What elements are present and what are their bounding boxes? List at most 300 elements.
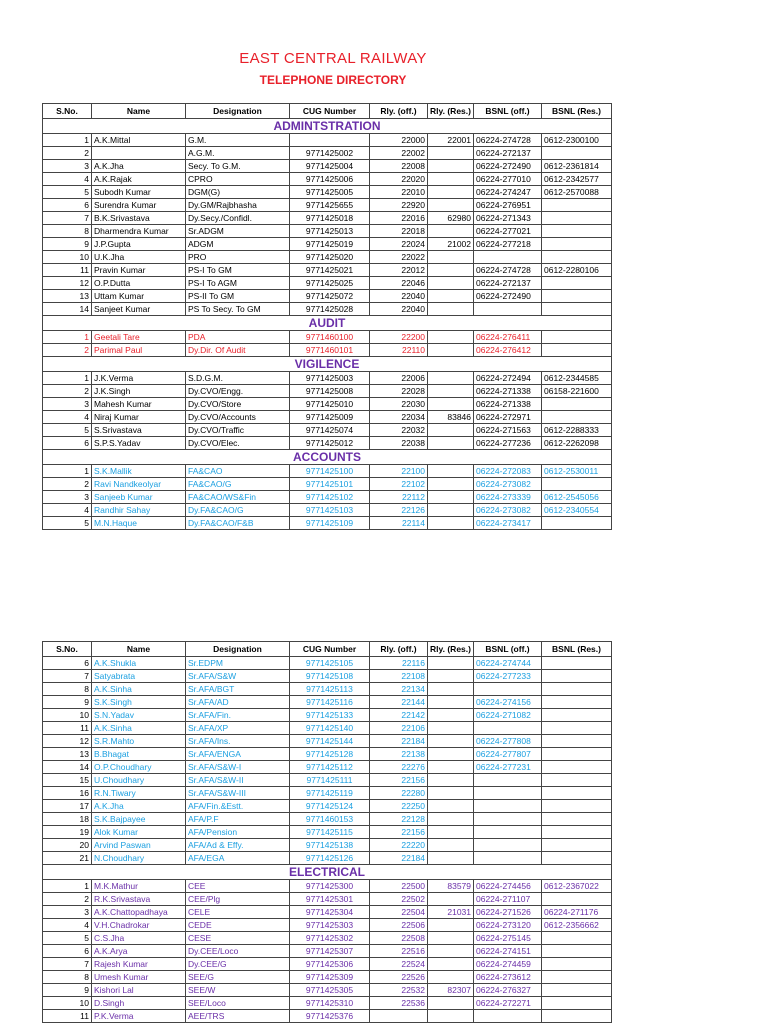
serial-cell: 2 <box>43 385 92 398</box>
bsnl-residence-cell <box>542 709 612 722</box>
table-header-row <box>43 104 612 119</box>
name-cell: N.Choudhary <box>92 852 186 865</box>
table-row <box>43 238 612 251</box>
rly-office-cell: 22046 <box>370 277 428 290</box>
cug-number-cell: 9771425306 <box>290 958 370 971</box>
designation-cell: Sr.AFA/S&W-I <box>186 761 290 774</box>
serial-cell: 15 <box>43 774 92 787</box>
bsnl-office-cell: 06224-276411 <box>474 331 542 344</box>
rly-office-cell: 22144 <box>370 696 428 709</box>
designation-cell: Sr.AFA/ENGA <box>186 748 290 761</box>
rly-office-cell: 22184 <box>370 735 428 748</box>
cug-number-cell: 9771425005 <box>290 186 370 199</box>
rly-residence-cell <box>428 826 474 839</box>
serial-cell: 8 <box>43 683 92 696</box>
table-row <box>43 147 612 160</box>
rly-office-cell: 22034 <box>370 411 428 424</box>
bsnl-office-cell: 06224-273082 <box>474 504 542 517</box>
table-row <box>43 657 612 670</box>
cug-number-cell: 9771460153 <box>290 813 370 826</box>
rly-residence-cell <box>428 398 474 411</box>
name-cell: A.K.Rajak <box>92 173 186 186</box>
bsnl-residence-cell <box>542 984 612 997</box>
rly-residence-cell <box>428 657 474 670</box>
rly-residence-cell <box>428 344 474 357</box>
rly-residence-cell: 83846 <box>428 411 474 424</box>
table-row <box>43 971 612 984</box>
bsnl-residence-cell <box>542 735 612 748</box>
serial-cell: 4 <box>43 411 92 424</box>
table-row <box>43 839 612 852</box>
name-cell: A.K.Shukla <box>92 657 186 670</box>
name-cell: S.Srivastava <box>92 424 186 437</box>
bsnl-office-cell: 06224-274456 <box>474 880 542 893</box>
name-cell: S.P.S.Yadav <box>92 437 186 450</box>
rly-office-cell: 22012 <box>370 264 428 277</box>
bsnl-residence-cell <box>542 225 612 238</box>
column-header: S.No. <box>43 642 92 657</box>
table-row <box>43 919 612 932</box>
serial-cell: 1 <box>43 331 92 344</box>
designation-cell: SEE/W <box>186 984 290 997</box>
designation-cell: CEDE <box>186 919 290 932</box>
rly-residence-cell <box>428 997 474 1010</box>
bsnl-residence-cell <box>542 852 612 865</box>
bsnl-residence-cell <box>542 478 612 491</box>
cug-number-cell: 9771425305 <box>290 984 370 997</box>
cug-number-cell: 9771425103 <box>290 504 370 517</box>
designation-cell: CELE <box>186 906 290 919</box>
serial-cell: 11 <box>43 1010 92 1023</box>
table-row <box>43 212 612 225</box>
table-row <box>43 303 612 316</box>
table-row <box>43 372 612 385</box>
bsnl-residence-cell <box>542 997 612 1010</box>
rly-office-cell: 22024 <box>370 238 428 251</box>
bsnl-office-cell: 06224-277807 <box>474 748 542 761</box>
column-header: BSNL (Res.) <box>542 642 612 657</box>
table-row <box>43 504 612 517</box>
serial-cell: 14 <box>43 303 92 316</box>
bsnl-residence-cell <box>542 344 612 357</box>
name-cell: J.P.Gupta <box>92 238 186 251</box>
rly-residence-cell <box>428 893 474 906</box>
section-heading: ELECTRICAL <box>43 865 612 880</box>
name-cell: Geetali Tare <box>92 331 186 344</box>
bsnl-office-cell: 06224-273082 <box>474 478 542 491</box>
table-row <box>43 826 612 839</box>
serial-cell: 12 <box>43 735 92 748</box>
designation-cell: PS-I To GM <box>186 264 290 277</box>
cug-number-cell: 9771425133 <box>290 709 370 722</box>
rly-residence-cell <box>428 761 474 774</box>
cug-number-cell: 9771425112 <box>290 761 370 774</box>
rly-office-cell: 22028 <box>370 385 428 398</box>
rly-office-cell: 22000 <box>370 134 428 147</box>
designation-cell: Dy.CVO/Elec. <box>186 437 290 450</box>
rly-office-cell: 22040 <box>370 290 428 303</box>
name-cell: B.K.Srivastava <box>92 212 186 225</box>
bsnl-residence-cell <box>542 722 612 735</box>
column-header: Rly. (off.) <box>370 104 428 119</box>
cug-number-cell: 9771425003 <box>290 372 370 385</box>
section-heading-row <box>43 316 612 331</box>
cug-number-cell: 9771425025 <box>290 277 370 290</box>
serial-cell: 8 <box>43 225 92 238</box>
table-row <box>43 491 612 504</box>
name-cell: A.K.Arya <box>92 945 186 958</box>
bsnl-residence-cell <box>542 696 612 709</box>
bsnl-residence-cell <box>542 826 612 839</box>
serial-cell: 20 <box>43 839 92 852</box>
serial-cell: 10 <box>43 251 92 264</box>
bsnl-office-cell: 06224-271338 <box>474 385 542 398</box>
rly-office-cell: 22030 <box>370 398 428 411</box>
bsnl-residence-cell <box>542 958 612 971</box>
bsnl-office-cell: 06224-277233 <box>474 670 542 683</box>
bsnl-office-cell: 06224-276951 <box>474 199 542 212</box>
bsnl-residence-cell: 0612-2530011 <box>542 465 612 478</box>
rly-office-cell: 22280 <box>370 787 428 800</box>
column-header: Rly. (off.) <box>370 642 428 657</box>
rly-residence-cell <box>428 372 474 385</box>
bsnl-residence-cell: 0612-2342577 <box>542 173 612 186</box>
designation-cell: Dy.CEE/Loco <box>186 945 290 958</box>
serial-cell: 11 <box>43 264 92 277</box>
bsnl-office-cell <box>474 852 542 865</box>
table-row <box>43 1010 612 1023</box>
table-row <box>43 478 612 491</box>
bsnl-office-cell: 06224-275145 <box>474 932 542 945</box>
designation-cell: A.G.M. <box>186 147 290 160</box>
designation-cell: Sr.AFA/XP <box>186 722 290 735</box>
bsnl-office-cell <box>474 800 542 813</box>
bsnl-office-cell: 06224-272271 <box>474 997 542 1010</box>
bsnl-residence-cell: 06224-271176 <box>542 906 612 919</box>
name-cell: M.K.Mathur <box>92 880 186 893</box>
designation-cell: Sr.AFA/BGT <box>186 683 290 696</box>
bsnl-office-cell: 06224-274156 <box>474 696 542 709</box>
designation-cell: FA&CAO/WS&Fin <box>186 491 290 504</box>
table-row <box>43 437 612 450</box>
designation-cell: FA&CAO <box>186 465 290 478</box>
cug-number-cell: 9771425101 <box>290 478 370 491</box>
rly-office-cell: 22018 <box>370 225 428 238</box>
rly-office-cell: 22022 <box>370 251 428 264</box>
bsnl-office-cell <box>474 722 542 735</box>
bsnl-office-cell: 06224-271082 <box>474 709 542 722</box>
rly-office-cell: 22016 <box>370 212 428 225</box>
rly-residence-cell <box>428 774 474 787</box>
bsnl-office-cell: 06224-271563 <box>474 424 542 437</box>
rly-office-cell: 22112 <box>370 491 428 504</box>
table-row <box>43 852 612 865</box>
section-heading: AUDIT <box>43 316 612 331</box>
bsnl-office-cell: 06224-274728 <box>474 134 542 147</box>
bsnl-residence-cell <box>542 683 612 696</box>
bsnl-residence-cell: 0612-2344585 <box>542 372 612 385</box>
table-row <box>43 748 612 761</box>
serial-cell: 19 <box>43 826 92 839</box>
bsnl-office-cell: 06224-272083 <box>474 465 542 478</box>
table-row <box>43 186 612 199</box>
bsnl-office-cell: 06224-271526 <box>474 906 542 919</box>
bsnl-residence-cell <box>542 147 612 160</box>
designation-cell: S.D.G.M. <box>186 372 290 385</box>
column-header: S.No. <box>43 104 92 119</box>
page-title: EAST CENTRAL RAILWAY <box>239 50 427 67</box>
name-cell <box>92 147 186 160</box>
table-row <box>43 800 612 813</box>
name-cell: S.K.Mallik <box>92 465 186 478</box>
designation-cell: Dy.CVO/Store <box>186 398 290 411</box>
cug-number-cell: 9771425010 <box>290 398 370 411</box>
designation-cell: Sr.AFA/S&W-III <box>186 787 290 800</box>
name-cell: J.K.Singh <box>92 385 186 398</box>
table-row <box>43 893 612 906</box>
column-header: Rly. (Res.) <box>428 104 474 119</box>
bsnl-residence-cell: 0612-2262098 <box>542 437 612 450</box>
rly-office-cell: 22920 <box>370 199 428 212</box>
rly-office-cell: 22134 <box>370 683 428 696</box>
rly-office-cell: 22114 <box>370 517 428 530</box>
table-row <box>43 277 612 290</box>
bsnl-office-cell: 06224-277010 <box>474 173 542 186</box>
bsnl-residence-cell <box>542 398 612 411</box>
serial-cell: 2 <box>43 893 92 906</box>
rly-office-cell: 22138 <box>370 748 428 761</box>
serial-cell: 1 <box>43 134 92 147</box>
bsnl-residence-cell <box>542 251 612 264</box>
rly-residence-cell <box>428 277 474 290</box>
rly-office-cell: 22102 <box>370 478 428 491</box>
cug-number-cell: 9771425138 <box>290 839 370 852</box>
bsnl-residence-cell: 0612-2280106 <box>542 264 612 277</box>
designation-cell: AFA/EGA <box>186 852 290 865</box>
name-cell: R.K.Srivastava <box>92 893 186 906</box>
rly-residence-cell <box>428 852 474 865</box>
name-cell: Uttam Kumar <box>92 290 186 303</box>
rly-office-cell: 22184 <box>370 852 428 865</box>
bsnl-residence-cell: 0612-2361814 <box>542 160 612 173</box>
page-subtitle: TELEPHONE DIRECTORY <box>259 73 407 87</box>
bsnl-office-cell: 06224-273120 <box>474 919 542 932</box>
bsnl-residence-cell <box>542 212 612 225</box>
cug-number-cell: 9771425655 <box>290 199 370 212</box>
rly-office-cell: 22106 <box>370 722 428 735</box>
name-cell: B.Bhagat <box>92 748 186 761</box>
bsnl-residence-cell <box>542 893 612 906</box>
bsnl-office-cell: 06224-276412 <box>474 344 542 357</box>
name-cell: Subodh Kumar <box>92 186 186 199</box>
cug-number-cell: 9771425013 <box>290 225 370 238</box>
rly-residence-cell <box>428 173 474 186</box>
name-cell: Umesh Kumar <box>92 971 186 984</box>
bsnl-office-cell <box>474 303 542 316</box>
serial-cell: 14 <box>43 761 92 774</box>
rly-residence-cell: 82307 <box>428 984 474 997</box>
bsnl-office-cell: 06224-273612 <box>474 971 542 984</box>
designation-cell: Dy.Dir. Of Audit <box>186 344 290 357</box>
bsnl-office-cell: 06224-277218 <box>474 238 542 251</box>
bsnl-residence-cell <box>542 813 612 826</box>
bsnl-office-cell: 06224-274151 <box>474 945 542 958</box>
table-row <box>43 225 612 238</box>
serial-cell: 7 <box>43 212 92 225</box>
bsnl-office-cell <box>474 683 542 696</box>
rly-office-cell: 22516 <box>370 945 428 958</box>
table-row <box>43 344 612 357</box>
rly-residence-cell <box>428 919 474 932</box>
column-header: Designation <box>186 642 290 657</box>
designation-cell: FA&CAO/G <box>186 478 290 491</box>
designation-cell: Sr.ADGM <box>186 225 290 238</box>
cug-number-cell: 9771425115 <box>290 826 370 839</box>
bsnl-residence-cell: 0612-2300100 <box>542 134 612 147</box>
name-cell: D.Singh <box>92 997 186 1010</box>
bsnl-residence-cell <box>542 748 612 761</box>
cug-number-cell: 9771425072 <box>290 290 370 303</box>
rly-office-cell: 22500 <box>370 880 428 893</box>
serial-cell: 1 <box>43 880 92 893</box>
table-row <box>43 251 612 264</box>
rly-residence-cell <box>428 160 474 173</box>
cug-number-cell: 9771425012 <box>290 437 370 450</box>
bsnl-office-cell: 06224-271107 <box>474 893 542 906</box>
bsnl-residence-cell <box>542 787 612 800</box>
serial-cell: 4 <box>43 173 92 186</box>
cug-number-cell: 9771425128 <box>290 748 370 761</box>
table-row <box>43 465 612 478</box>
designation-cell: Sr.EDPM <box>186 657 290 670</box>
table-row <box>43 173 612 186</box>
cug-number-cell: 9771425021 <box>290 264 370 277</box>
rly-residence-cell <box>428 251 474 264</box>
cug-number-cell: 9771425144 <box>290 735 370 748</box>
table-row <box>43 331 612 344</box>
bsnl-residence-cell <box>542 761 612 774</box>
name-cell: Randhir Sahay <box>92 504 186 517</box>
designation-cell: Dy.FA&CAO/G <box>186 504 290 517</box>
bsnl-residence-cell <box>542 303 612 316</box>
bsnl-office-cell: 06224-274459 <box>474 958 542 971</box>
designation-cell: Dy.GM/Rajbhasha <box>186 199 290 212</box>
serial-cell: 2 <box>43 344 92 357</box>
bsnl-office-cell: 06224-277808 <box>474 735 542 748</box>
rly-office-cell: 22010 <box>370 186 428 199</box>
bsnl-residence-cell: 0612-2356662 <box>542 919 612 932</box>
rly-office-cell: 22006 <box>370 372 428 385</box>
cug-number-cell: 9771425300 <box>290 880 370 893</box>
designation-cell: SEE/G <box>186 971 290 984</box>
serial-cell: 9 <box>43 238 92 251</box>
bsnl-residence-cell <box>542 199 612 212</box>
rly-residence-cell <box>428 813 474 826</box>
designation-cell: CEE <box>186 880 290 893</box>
table-row <box>43 932 612 945</box>
table-row <box>43 774 612 787</box>
name-cell: A.K.Jha <box>92 800 186 813</box>
table-row <box>43 813 612 826</box>
cug-number-cell: 9771425102 <box>290 491 370 504</box>
bsnl-office-cell: 06224-276327 <box>474 984 542 997</box>
rly-residence-cell <box>428 945 474 958</box>
cug-number-cell: 9771425309 <box>290 971 370 984</box>
designation-cell: DGM(G) <box>186 186 290 199</box>
serial-cell: 2 <box>43 478 92 491</box>
designation-cell: PRO <box>186 251 290 264</box>
bsnl-residence-cell: 0612-2570088 <box>542 186 612 199</box>
serial-cell: 13 <box>43 290 92 303</box>
designation-cell: PS-II To GM <box>186 290 290 303</box>
serial-cell: 5 <box>43 517 92 530</box>
serial-cell: 5 <box>43 424 92 437</box>
cug-number-cell: 9771425302 <box>290 932 370 945</box>
serial-cell: 3 <box>43 398 92 411</box>
rly-office-cell: 22100 <box>370 465 428 478</box>
table-row <box>43 160 612 173</box>
bsnl-residence-cell <box>542 839 612 852</box>
bsnl-office-cell <box>474 1010 542 1023</box>
rly-residence-cell <box>428 958 474 971</box>
cug-number-cell <box>290 134 370 147</box>
cug-number-cell: 9771425376 <box>290 1010 370 1023</box>
section-heading-row <box>43 450 612 465</box>
bsnl-office-cell <box>474 813 542 826</box>
name-cell: A.K.Sinha <box>92 722 186 735</box>
rly-office-cell <box>370 1010 428 1023</box>
cug-number-cell: 9771425108 <box>290 670 370 683</box>
rly-office-cell: 22250 <box>370 800 428 813</box>
section-heading: VIGILENCE <box>43 357 612 372</box>
name-cell: Ravi Nandkeolyar <box>92 478 186 491</box>
table-row <box>43 398 612 411</box>
bsnl-residence-cell <box>542 331 612 344</box>
cug-number-cell: 9771425109 <box>290 517 370 530</box>
name-cell: S.R.Mahto <box>92 735 186 748</box>
name-cell: Arvind Paswan <box>92 839 186 852</box>
name-cell: C.S.Jha <box>92 932 186 945</box>
rly-residence-cell: 62980 <box>428 212 474 225</box>
designation-cell: AEE/TRS <box>186 1010 290 1023</box>
bsnl-office-cell <box>474 787 542 800</box>
bsnl-office-cell: 06224-274247 <box>474 186 542 199</box>
rly-office-cell: 22200 <box>370 331 428 344</box>
table-row <box>43 696 612 709</box>
bsnl-office-cell: 06224-272490 <box>474 160 542 173</box>
serial-cell: 6 <box>43 657 92 670</box>
name-cell: Sanjeet Kumar <box>92 303 186 316</box>
name-cell: A.K.Jha <box>92 160 186 173</box>
bsnl-office-cell <box>474 826 542 839</box>
serial-cell: 5 <box>43 186 92 199</box>
column-header: BSNL (off.) <box>474 642 542 657</box>
table-row <box>43 199 612 212</box>
name-cell: U.Choudhary <box>92 774 186 787</box>
cug-number-cell: 9771425074 <box>290 424 370 437</box>
cug-number-cell: 9771425008 <box>290 385 370 398</box>
name-cell: Dharmendra Kumar <box>92 225 186 238</box>
bsnl-office-cell: 06224-274728 <box>474 264 542 277</box>
table-row <box>43 722 612 735</box>
cug-number-cell: 9771425113 <box>290 683 370 696</box>
name-cell: A.K.Sinha <box>92 683 186 696</box>
bsnl-residence-cell: 0612-2367022 <box>542 880 612 893</box>
designation-cell: Dy.CVO/Accounts <box>186 411 290 424</box>
table-row <box>43 787 612 800</box>
bsnl-office-cell: 06224-272490 <box>474 290 542 303</box>
designation-cell: CPRO <box>186 173 290 186</box>
